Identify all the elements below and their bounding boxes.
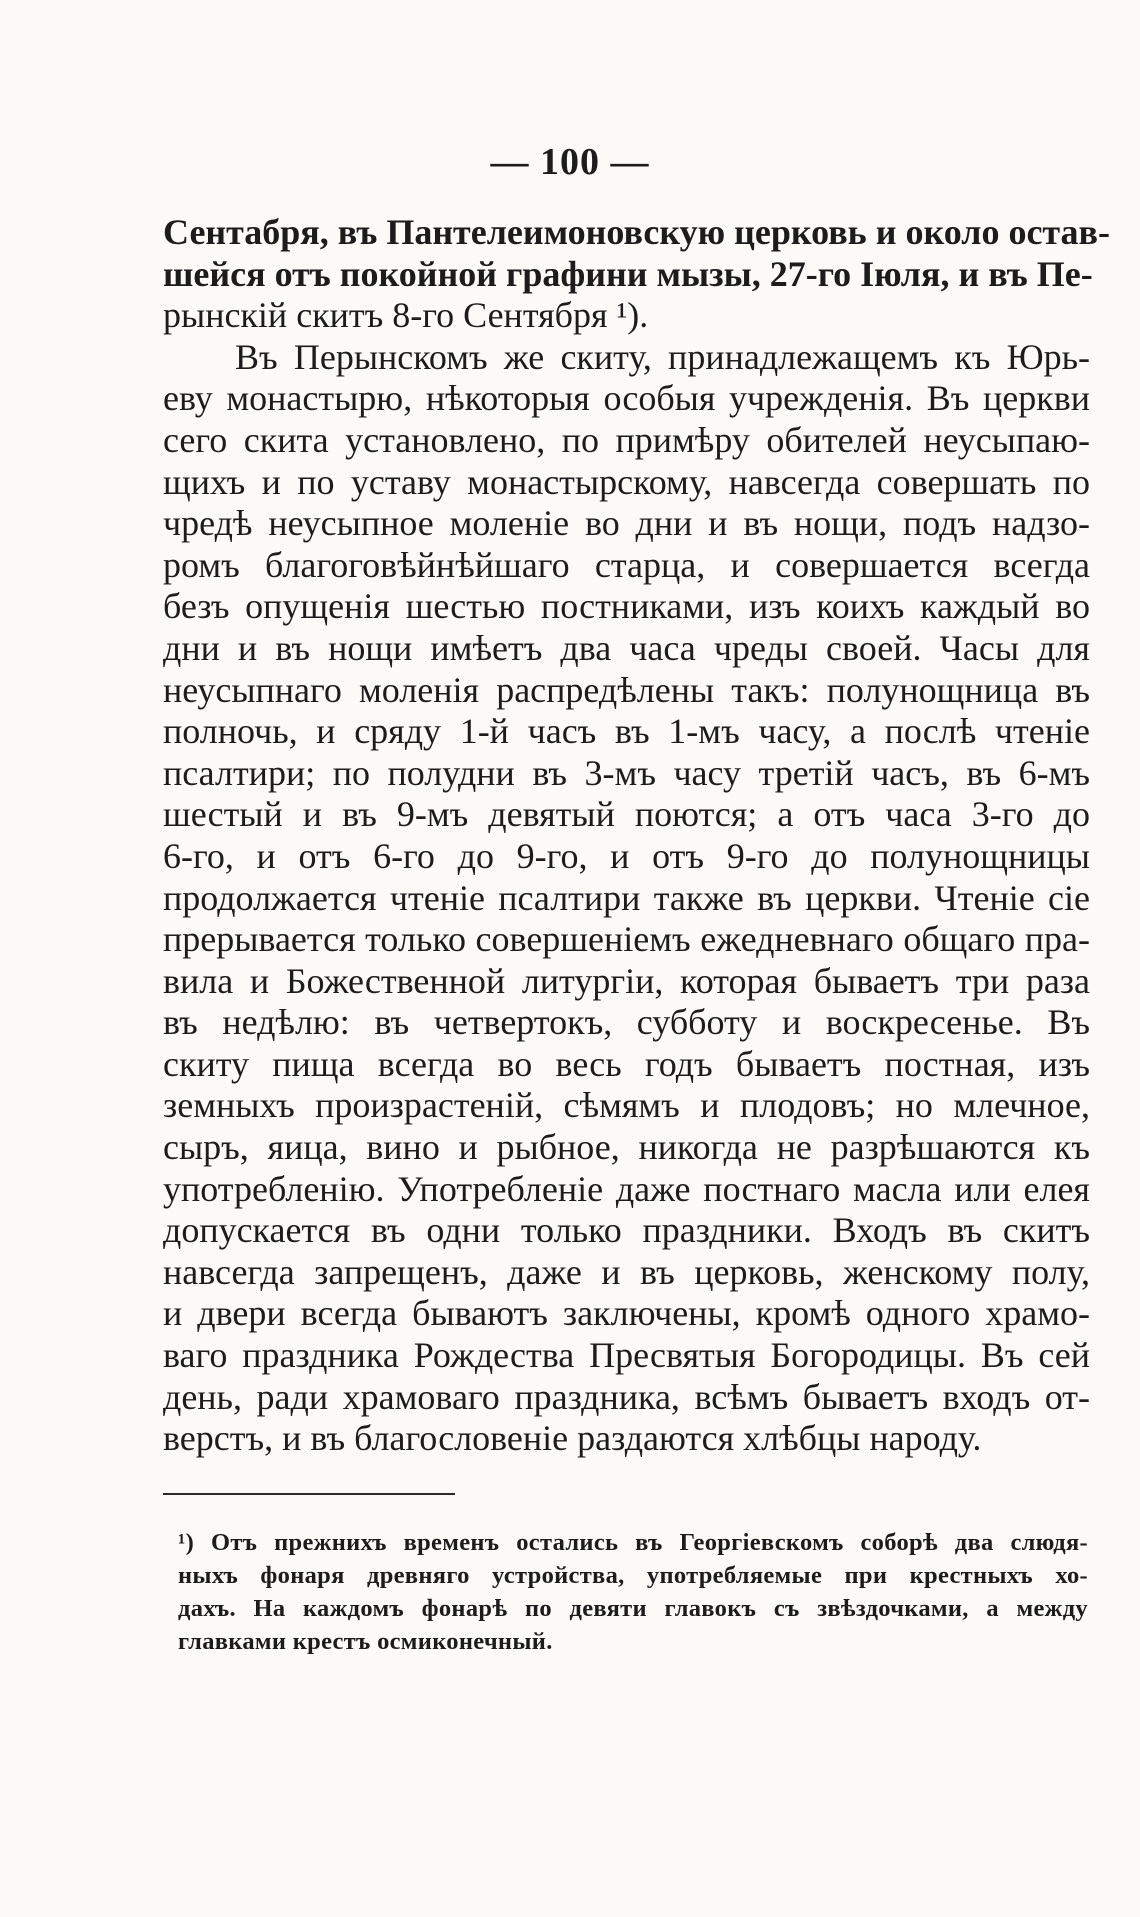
text-line: шейся отъ покойной графини мызы, 27-го Іюля, и въ Пе- xyxy=(163,253,1093,294)
text-line: въ недѣлю: въ четвертокъ, субботу и воскресенье. Въ xyxy=(163,1002,1090,1043)
text-line: чредѣ неусыпное моленіе во дни и въ нощи, подъ надзо- xyxy=(163,503,1090,544)
text-line: употребленію. Употребленіе даже постнаго масла или елея xyxy=(163,1168,1090,1209)
text-line: вила и Божественной литургіи, которая бываетъ три раза xyxy=(163,960,1090,1001)
text-line: неусыпнаго моленія распредѣлены такъ: полунощница въ xyxy=(163,669,1090,710)
text-line: и двери всегда бываютъ заключены, кромѣ одного храмо- xyxy=(163,1293,1090,1334)
footnote-line: дахъ. На каждомъ фонарѣ по девяти главокъ съ звѣздочками, а между xyxy=(178,1595,1088,1622)
footnote-line: ныхъ фонаря древняго устройства, употребляемые при крестныхъ хо- xyxy=(178,1562,1088,1589)
text-line: рынскій скитъ 8-го Сентября ¹). xyxy=(163,295,649,336)
text-line: безъ опущенія шестью постниками, изъ коихъ каждый во xyxy=(163,586,1090,627)
footnote-line: главками крестъ осмиконечный. xyxy=(178,1628,553,1655)
text-line: 6-го, и отъ 6-го до 9-го, и отъ 9-го до полунощницы xyxy=(163,835,1090,876)
text-line: прерывается только совершеніемъ ежедневнаго общаго пра- xyxy=(163,919,1090,960)
text-line: скиту пища всегда во весь годъ бываетъ постная, изъ xyxy=(163,1043,1090,1084)
text-line: псалтири; по полудни въ 3-мъ часу третій часъ, въ 6-мъ xyxy=(163,752,1090,793)
text-line: полночь, и сряду 1-й часъ въ 1-мъ часу, а послѣ чтеніе xyxy=(163,711,1090,752)
footnote-line: ¹) Отъ прежнихъ временъ остались въ Георгіевскомъ соборѣ два слюдя- xyxy=(178,1529,1088,1556)
text-line: сего скита установлено, по примѣру обителей неусыпаю- xyxy=(163,419,1090,460)
text-line: шестый и въ 9-мъ девятый поются; а отъ часа 3-го до xyxy=(163,794,1090,835)
text-line: продолжается чтеніе псалтири также въ церкви. Чтеніе сіе xyxy=(163,877,1090,918)
text-line: Сентабря, въ Пантелеимоновскую церковь и около остав- xyxy=(163,212,1110,252)
text-line: щихъ и по уставу монастырскому, навсегда совершать по xyxy=(163,461,1090,502)
text-line: ромъ благоговѣйнѣйшаго старца, и совершается всегда xyxy=(163,544,1090,585)
text-line: верстъ, и въ благословеніе раздаются хлѣбцы народу. xyxy=(163,1418,982,1459)
text-line: дни и въ нощи имѣетъ два часа чреды своей. Часы для xyxy=(163,627,1090,668)
text-line: ваго праздника Рождества Пресвятыя Богородицы. Въ сей xyxy=(163,1335,1090,1376)
text-line: сыръ, яица, вино и рыбное, никогда не разрѣшаются къ xyxy=(163,1127,1090,1168)
footnote-divider xyxy=(163,1493,455,1495)
page-number: — 100 — xyxy=(490,141,650,183)
text-line: земныхъ произрастеній, сѣмямъ и плодовъ; но млечное, xyxy=(163,1085,1090,1126)
text-line: Въ Перынскомъ же скиту, принадлежащемъ къ Юрь- xyxy=(235,336,1090,377)
text-line: навсегда запрещенъ, даже и въ церковь, женскому полу, xyxy=(163,1251,1090,1292)
footnote xyxy=(178,1526,1088,1658)
text-line: допускается въ одни только праздники. Входъ въ скитъ xyxy=(163,1210,1090,1251)
main-text xyxy=(163,212,1110,1460)
text-line: еву монастырю, нѣкоторыя особыя учрежденія. Въ церкви xyxy=(163,378,1090,419)
text-line: день, ради храмоваго праздника, всѣмъ бываетъ входъ от- xyxy=(163,1376,1090,1417)
